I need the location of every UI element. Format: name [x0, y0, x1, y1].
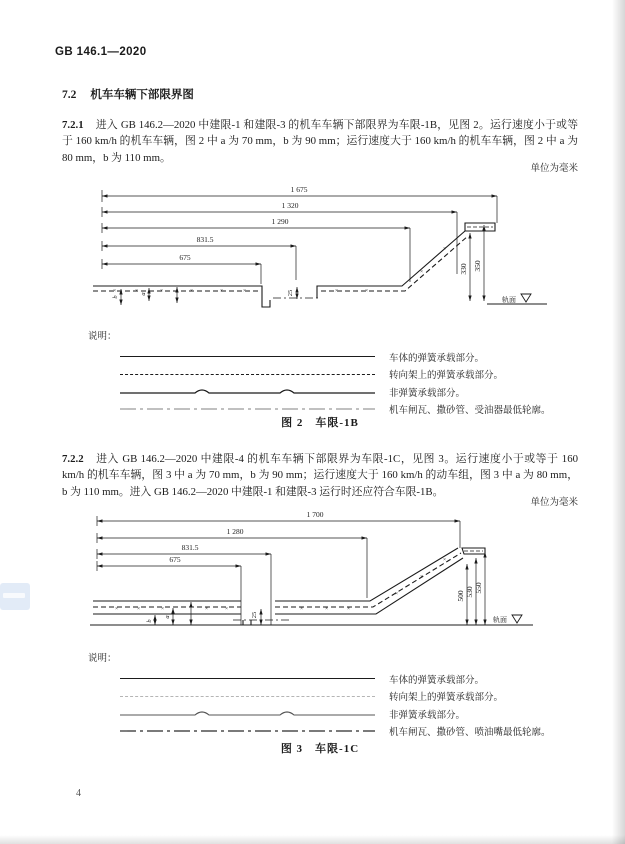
fig3-dim-1700: 1 700	[306, 510, 324, 519]
fig2-dim-1675: 1 675	[290, 185, 308, 194]
clause-7-2-1	[62, 117, 578, 167]
clause-text: 进入 GB 146.2—2020 中建限-4 的机车车辆下部限界为车限-1C，见图 3。运行速度小于或等于 160 km/h 的机车车辆，图 3 中 a 为 70 mm，b 为 90 mm；运行速度大于 160 km/h 的动车组，图 3 中 a 为 80 mm，b 为 110 mm。进入 GB 146.2—2020 中建限-1 和建限-3 运行时还应符合车限-1B。	[62, 452, 578, 498]
legend-row-solid: 车体的弹簧承载部分。	[88, 348, 551, 366]
svg-text:×: ×	[220, 288, 224, 294]
dashdot-line-sample	[120, 727, 375, 735]
page-number: 4	[76, 788, 81, 799]
unit-note-1: 单位为毫米	[530, 164, 578, 174]
fig3-dim-1280: 1 280	[226, 527, 244, 536]
svg-text:×: ×	[243, 288, 247, 294]
clause-number: 7.2.2	[62, 452, 84, 465]
fig3-dim-831: 831.5	[181, 543, 199, 552]
svg-text:×: ×	[443, 557, 447, 563]
svg-text:×: ×	[325, 606, 329, 612]
svg-text:×: ×	[190, 288, 194, 294]
dashdot-line-sample	[120, 405, 375, 413]
fig2-dim-330: 330	[459, 263, 468, 275]
legend-row-solid: 车体的弹簧承载部分。	[88, 670, 551, 688]
svg-text:×: ×	[113, 288, 117, 294]
dashed-line-sample	[120, 696, 375, 697]
figure3-legend	[88, 650, 551, 740]
fig3-dim-550: 550	[474, 582, 483, 594]
fig2-dim-b: b	[112, 295, 119, 299]
legend-row-dashdot: 机车闸瓦、撒砂管、喷油嘴最低轮廓。	[88, 723, 551, 741]
svg-text:×: ×	[365, 288, 369, 294]
section-heading	[62, 86, 194, 102]
fig3-dim-a: a	[164, 615, 171, 619]
svg-text:×: ×	[205, 606, 209, 612]
fig3-dim-530: 530	[465, 586, 474, 598]
figure2-legend	[88, 328, 551, 418]
fig3-dim-b: b	[146, 619, 153, 623]
svg-text:×: ×	[335, 288, 339, 294]
scan-edge-shadow-right	[612, 0, 625, 844]
legend-title: 说明：	[88, 654, 117, 664]
clause-text: 进入 GB 146.2—2020 中建限-1 和建限-3 的机车车辆下部限界为车限-1B，见图 2。运行速度小于或等于 160 km/h 的机车车辆，图 2 中 a 为 70 mm，b 为 90 mm；运行速度大于 160 km/h 的机车车辆，图 2 中 a 为 80 mm，b 为 110 mm。	[62, 118, 578, 164]
clause-number: 7.2.1	[62, 118, 84, 131]
svg-text:×: ×	[420, 574, 424, 580]
legend-title: 说明：	[88, 332, 117, 342]
arc-line-sample	[120, 710, 375, 718]
svg-text:×: ×	[115, 606, 119, 612]
unit-note-2: 单位为毫米	[530, 498, 578, 508]
svg-text:×: ×	[395, 591, 399, 597]
fig2-dim-a: a	[140, 292, 147, 296]
fig2-dim-1290: 1 290	[271, 217, 289, 226]
svg-text:×: ×	[161, 606, 165, 612]
fig2-rail-label: 轨面	[502, 296, 516, 304]
fig2-line-decorations	[113, 246, 446, 294]
section-number: 7.2	[62, 89, 77, 101]
standard-number-header: GB 146.1—2020	[55, 46, 147, 58]
dashed-line-sample	[120, 374, 375, 375]
svg-text:×: ×	[160, 288, 164, 294]
figure2-diagram	[85, 176, 600, 326]
legend-row-dashed: 转向架上的弹簧承载部分。	[88, 366, 551, 384]
fig3-dim-500: 500	[456, 590, 465, 602]
figure2-caption: 图 2 车限-1B	[281, 417, 359, 429]
legend-row-dashdot: 机车闸瓦、撒砂管、受油器最低轮廓。	[88, 401, 551, 419]
arc-line-sample	[120, 388, 375, 396]
solid-line-sample	[120, 678, 375, 679]
svg-text:×: ×	[420, 269, 424, 275]
fig3-dim-675: 675	[169, 555, 181, 564]
fig2-dim-831: 831.5	[196, 235, 214, 244]
section-title: 机车车辆下部限界图	[90, 89, 194, 101]
figure3-caption: 图 3 车限-1C	[280, 743, 360, 755]
fig3-dim-25: 25	[251, 611, 258, 619]
fig2-dim-675: 675	[179, 253, 191, 262]
legend-row-dashed: 转向架上的弹簧承载部分。	[88, 688, 551, 706]
fig3-rail-label: 轨面	[493, 616, 507, 624]
solid-line-sample	[120, 356, 375, 357]
rail-level-icon	[521, 294, 531, 302]
legend-row-arc: 非弹簧承载部分。	[88, 705, 551, 723]
scan-edge-shadow-bottom	[0, 835, 625, 844]
legend-row-arc: 非弹簧承载部分。	[88, 383, 551, 401]
fig2-dim-350: 350	[473, 260, 482, 272]
svg-text:×: ×	[137, 606, 141, 612]
figure3-diagram	[85, 508, 600, 648]
svg-text:×: ×	[135, 288, 139, 294]
fig2-dim-25: 25	[287, 289, 294, 297]
svg-text:×: ×	[443, 246, 447, 252]
rail-level-icon	[512, 615, 522, 623]
fig3-dimension-lines	[97, 516, 485, 625]
watermark-stamp	[0, 583, 30, 610]
fig2-dim-1320: 1 320	[281, 201, 299, 210]
svg-text:×: ×	[225, 606, 229, 612]
svg-text:×: ×	[347, 606, 351, 612]
clause-7-2-2	[62, 451, 578, 501]
svg-text:×: ×	[300, 606, 304, 612]
